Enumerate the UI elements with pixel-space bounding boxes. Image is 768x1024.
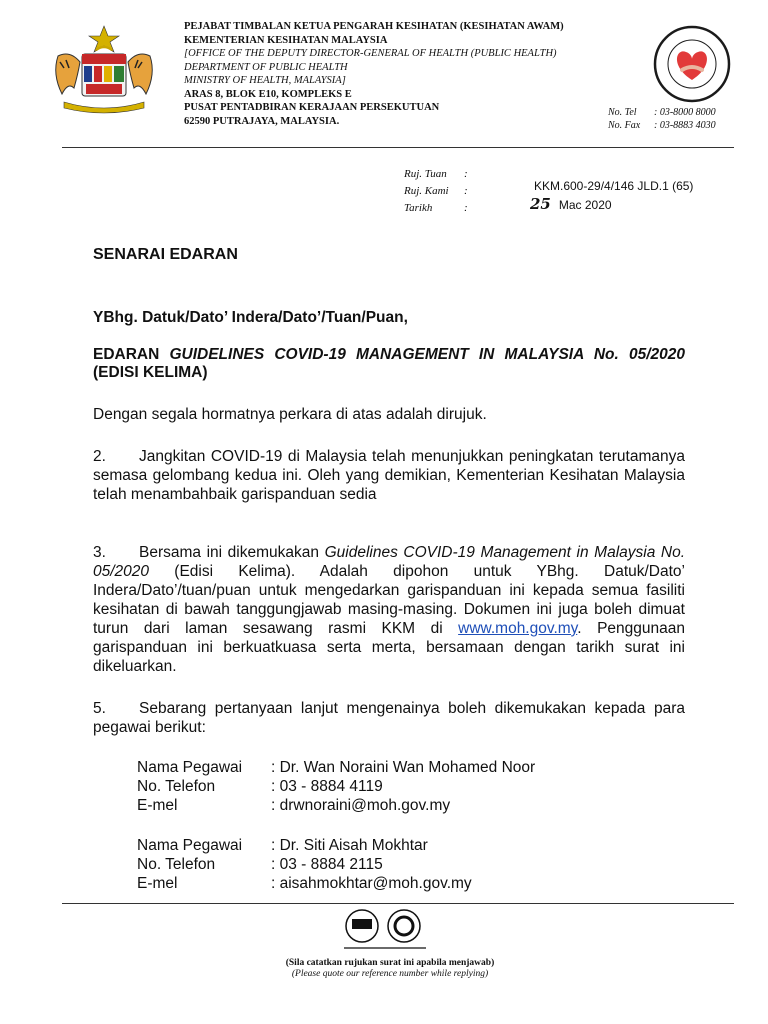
paragraph-5 xyxy=(93,699,685,737)
officer-name: : Dr. Siti Aisah Mokhtar xyxy=(271,837,428,854)
paragraph-number: 3. xyxy=(93,544,106,561)
officer-name-label: Nama Pegawai xyxy=(137,837,243,854)
footer-divider xyxy=(62,903,734,904)
paragraph-number: 2. xyxy=(93,448,106,465)
footnote-malay: (Sila catatkan rujukan surat ini apabila menjawab) xyxy=(285,958,495,968)
office-line: PEJABAT TIMBALAN KETUA PENGARAH KESIHATAN (KESIHATAN AWAM) xyxy=(184,21,564,32)
reference-footnote xyxy=(200,958,580,980)
paragraph-text: Sebarang pertanyaan lanjut mengenainya boleh dikemukakan kepada para pegawai berikut: xyxy=(93,700,685,736)
header-divider xyxy=(62,147,734,148)
ruj-tuan-label: Ruj. Tuan xyxy=(404,168,447,180)
paragraph-2 xyxy=(93,447,685,504)
officer-email-label: E-mel xyxy=(137,875,178,892)
office-line: DEPARTMENT OF PUBLIC HEALTH xyxy=(184,61,348,73)
tel-value: : 03-8000 8000 xyxy=(654,107,716,118)
date-day-handwritten: 25 xyxy=(530,195,551,213)
office-line: 62590 PUTRAJAYA, MALAYSIA. xyxy=(184,115,340,127)
office-line: PUSAT PENTADBIRAN KERAJAAN PERSEKUTUAN xyxy=(184,102,440,113)
tel-label: No. Tel xyxy=(608,107,637,118)
date-month-year: Mac 2020 xyxy=(558,198,612,212)
letter-date xyxy=(530,195,612,213)
fax-value: : 03-8883 4030 xyxy=(654,120,716,131)
officer-email: : aisahmokhtar@moh.gov.my xyxy=(271,875,472,892)
office-line: MINISTRY OF HEALTH, MALAYSIA] xyxy=(184,75,346,86)
reference-block: Ruj. Tuan : Ruj. Kami : Tarikh : xyxy=(404,166,468,217)
coat-of-arms-logo xyxy=(44,22,164,114)
paragraph-1: Dengan segala hormatnya perkara di atas adalah dirujuk. xyxy=(93,406,487,423)
officer-contact-1 xyxy=(137,758,535,815)
contact-block xyxy=(608,106,716,132)
office-line: ARAS 8, BLOK E10, KOMPLEKS E xyxy=(184,88,352,100)
certification-logos xyxy=(340,906,430,954)
officer-name: : Dr. Wan Noraini Wan Mohamed Noor xyxy=(271,759,536,776)
officer-email-label: E-mel xyxy=(137,797,178,814)
officer-email: : drwnoraini@moh.gov.my xyxy=(271,797,451,814)
footnote-english: (Please quote our reference number while replying) xyxy=(291,969,489,979)
office-line: [OFFICE OF THE DEPUTY DIRECTOR-GENERAL OF HEALTH (PUBLIC HEALTH) xyxy=(184,48,557,59)
paragraph-text: Jangkitan COVID-19 di Malaysia telah menunjukkan peningkatan terutamanya semasa gelombang kedua ini. Oleh yang demikian, Kementerian Kesihatan Malaysia telah menambahbaik garispanduan sedia xyxy=(93,448,685,503)
fax-label: No. Fax xyxy=(608,120,641,131)
office-line: KEMENTERIAN KESIHATAN MALAYSIA xyxy=(184,34,388,46)
officer-name-label: Nama Pegawai xyxy=(137,759,243,776)
tarikh-label: Tarikh xyxy=(404,202,433,214)
paragraph-3: 3. Bersama ini dikemukakan Guidelines COVID-19 Management in Malaysia No. 05/2020 (Edisi Kelima). Adalah dipohon untuk YBhg. Datuk/Dato’ Indera/Dato’/tuan/puan untuk mengedarkan garispanduan ini kepada semua fasiliti kesihatan di bawah tanggungjawab masing-masing. Dokumen ini juga boleh dimuat turun dari laman sesawang rasmi KKM di www.moh.gov.my. Penggunaan garispanduan ini berkuatkuasa serta merta, bersamaan dengan tarikh surat ini dikeluarkan. xyxy=(93,544,686,675)
officer-contact-2 xyxy=(137,836,472,893)
subject-line: EDARAN GUIDELINES COVID-19 MANAGEMENT IN MALAYSIA No. 05/2020 (EDISI KELIMA) xyxy=(93,346,685,381)
office-address-block xyxy=(184,20,624,128)
officer-phone-label: No. Telefon xyxy=(137,778,216,795)
officer-phone: : 03 - 8884 4119 xyxy=(271,778,383,795)
subject-italic: GUIDELINES COVID-19 MANAGEMENT IN MALAYSIA No. 05/2020 xyxy=(169,346,685,363)
ruj-kami-label: Ruj. Kami xyxy=(404,185,449,197)
officer-phone: : 03 - 8884 2115 xyxy=(271,856,383,873)
salutation: YBhg. Datuk/Dato’ Indera/Dato’/Tuan/Puan, xyxy=(93,309,408,326)
officer-phone-label: No. Telefon xyxy=(137,856,216,873)
reference-number: KKM.600-29/4/146 JLD.1 (65) xyxy=(534,179,694,193)
moh-website-link[interactable]: www.moh.gov.my xyxy=(458,620,578,637)
paragraph-number: 5. xyxy=(93,700,106,717)
ministry-seal-logo xyxy=(652,24,732,104)
page-title: SENARAI EDARAN xyxy=(93,246,238,263)
